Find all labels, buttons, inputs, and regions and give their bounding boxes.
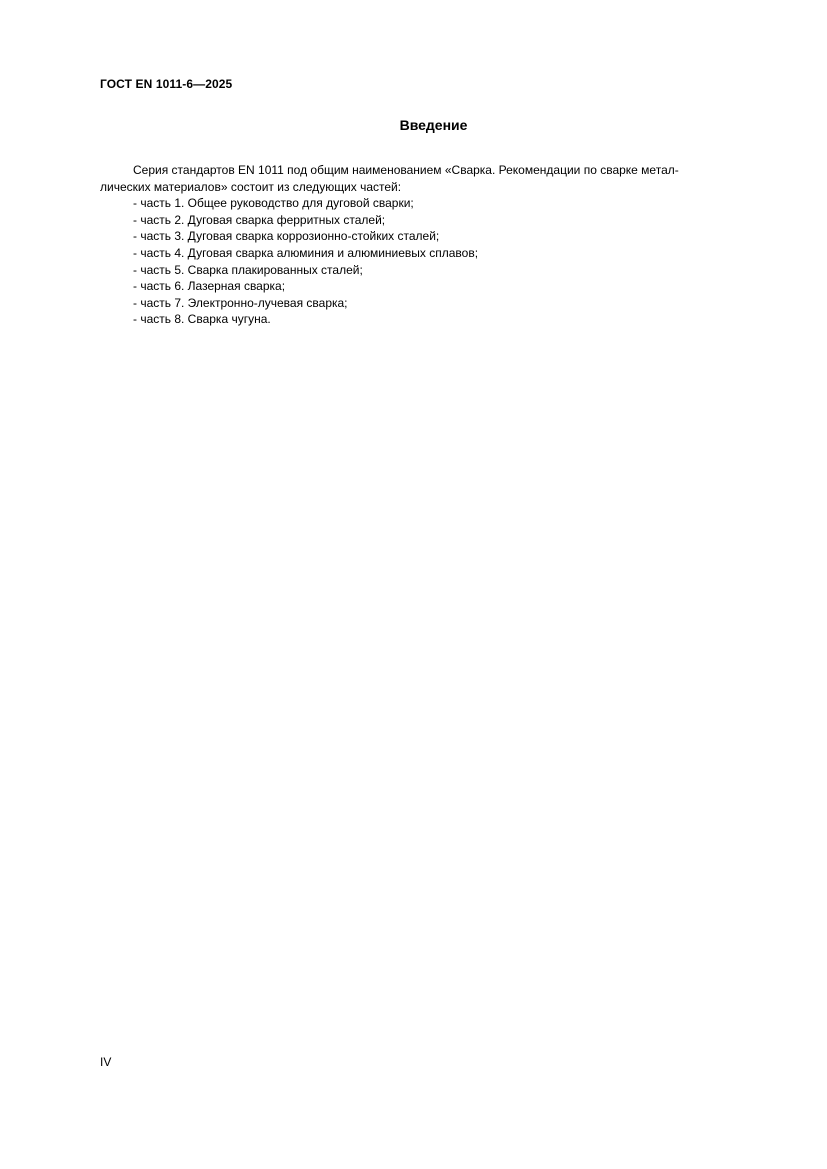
introduction-body xyxy=(100,162,770,328)
intro-paragraph-line-2: лических материалов» состоит из следующих частей: xyxy=(100,179,402,194)
page-number: IV xyxy=(100,1055,112,1069)
list-item-part-2: - часть 2. Дуговая сварка ферритных сталей; xyxy=(133,212,386,227)
list-item-part-7: - часть 7. Электронно-лучевая сварка; xyxy=(133,295,348,310)
list-item-part-5: - часть 5. Сварка плакированных сталей; xyxy=(133,262,363,277)
section-title: Введение xyxy=(399,117,468,133)
document-code-header: ГОСТ EN 1011-6—2025 xyxy=(100,77,233,91)
list-item-part-8: - часть 8. Сварка чугуна. xyxy=(133,312,271,327)
list-item-part-6: - часть 6. Лазерная сварка; xyxy=(133,279,286,294)
standard-parts-list xyxy=(100,195,770,328)
list-item-part-4: - часть 4. Дуговая сварка алюминия и алюминиевых сплавов; xyxy=(133,245,479,260)
intro-paragraph-line-1: Серия стандартов EN 1011 под общим наименованием «Сварка. Рекомендации по сварке метал- xyxy=(133,163,679,177)
list-item-part-3: - часть 3. Дуговая сварка коррозионно-стойких сталей; xyxy=(133,229,440,244)
list-item-part-1: - часть 1. Общее руководство для дуговой сварки; xyxy=(133,196,414,211)
